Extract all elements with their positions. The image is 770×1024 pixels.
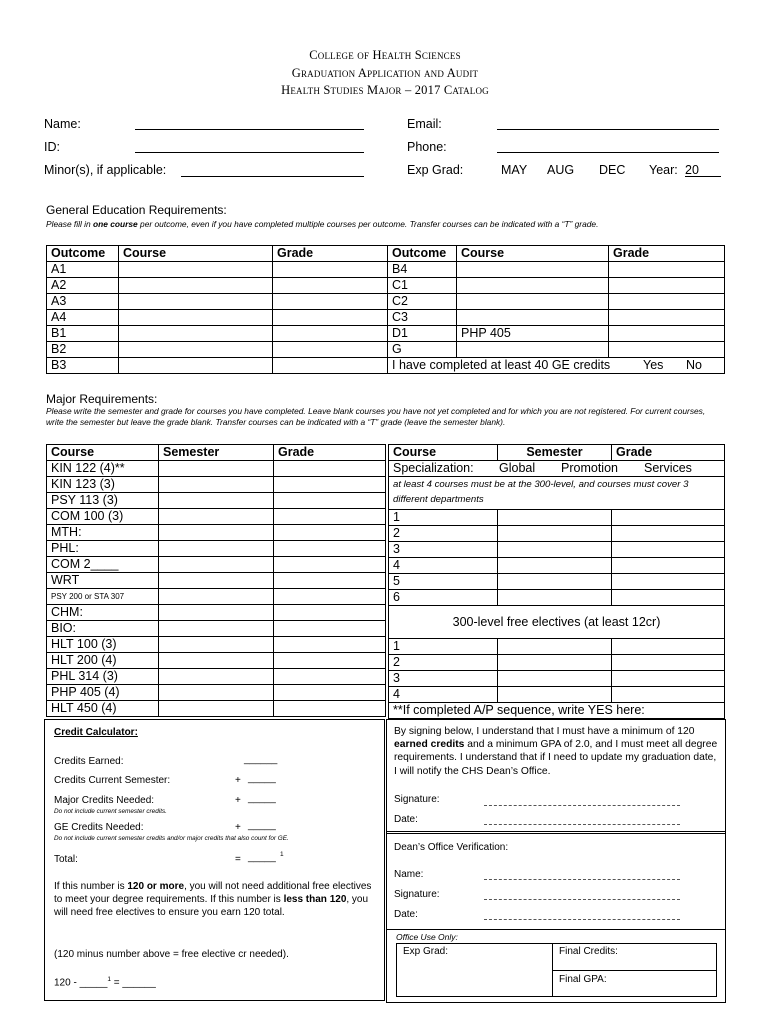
ge-outcome: A4: [47, 310, 119, 326]
semester-cell[interactable]: [159, 589, 274, 605]
semester-cell[interactable]: [159, 525, 274, 541]
spec-row-number: 6: [389, 590, 498, 606]
semester-cell[interactable]: [159, 509, 274, 525]
ge-course-cell[interactable]: [457, 310, 609, 326]
plus-sign: +: [235, 822, 241, 833]
electives-title: 300-level free electives (at least 12cr): [389, 606, 725, 639]
office-use-table: [396, 943, 717, 997]
grade-cell[interactable]: [274, 541, 386, 557]
deans-signature-label: Signature:: [394, 889, 440, 900]
header-line-1: College of Health Sciences: [309, 48, 461, 62]
id-label: ID:: [44, 140, 60, 154]
ge-needed-field[interactable]: _____: [248, 820, 276, 831]
semester-cell[interactable]: [159, 493, 274, 509]
year-value: 20: [685, 163, 699, 177]
grade-cell[interactable]: [274, 493, 386, 509]
ge-no-option[interactable]: No: [686, 358, 702, 372]
calc-title: Credit Calculator:: [54, 727, 138, 738]
phone-field[interactable]: [497, 152, 719, 153]
total-superscript: 1: [280, 851, 284, 858]
table-row: [47, 493, 386, 509]
table-row: [47, 358, 725, 374]
semester-cell[interactable]: [159, 605, 274, 621]
ge-grade-cell[interactable]: [273, 358, 388, 374]
spec-row-number: 1: [389, 510, 498, 526]
ge-header-outcome: Outcome: [47, 246, 119, 262]
major-course: MTH:: [47, 525, 159, 541]
ge-d1-course: PHP 405: [457, 326, 609, 342]
table-row: [47, 461, 386, 477]
spec-row-number: 2: [389, 526, 498, 542]
major-course: PHL:: [47, 541, 159, 557]
ge-outcome: C3: [388, 310, 457, 326]
ge-course-cell[interactable]: [119, 342, 273, 358]
deans-date-field[interactable]: [484, 919, 680, 920]
grade-cell[interactable]: [274, 477, 386, 493]
spec-row-number: 4: [389, 558, 498, 574]
formula-note: (120 minus number above = free elective cr needed).: [54, 949, 289, 960]
minor-label: Minor(s), if applicable:: [44, 163, 167, 177]
ge-note: Please fill in one course per outcome, even if you have completed multiple courses per outcome. Transfer courses can be indicated with a “T” grade.: [46, 219, 599, 229]
exp-grad-may[interactable]: MAY: [501, 163, 528, 177]
semester-cell[interactable]: [159, 557, 274, 573]
major-course: PSY 200 or STA 307: [47, 589, 159, 605]
table-row: [389, 639, 725, 655]
ge-outcome: B1: [47, 326, 119, 342]
semester-cell[interactable]: [498, 671, 612, 687]
elective-row-number: 1: [389, 639, 498, 655]
deans-signature-field[interactable]: [484, 899, 680, 900]
deans-office-box: [386, 831, 726, 1003]
major-left-table: [46, 444, 386, 717]
semester-cell[interactable]: [498, 526, 612, 542]
table-row: [47, 573, 386, 589]
ge-title: General Education Requirements:: [46, 203, 227, 217]
semester-cell[interactable]: [498, 542, 612, 558]
grade-cell[interactable]: [274, 589, 386, 605]
major-course: COM 2____: [47, 557, 159, 573]
semester-cell[interactable]: [498, 655, 612, 671]
grade-cell[interactable]: [612, 687, 725, 703]
office-use-label: Office Use Only:: [396, 932, 458, 942]
ge-header-outcome-2: Outcome: [388, 246, 457, 262]
ge-grade-cell[interactable]: [273, 262, 388, 278]
deans-name-field[interactable]: [484, 879, 680, 880]
grade-cell[interactable]: [612, 671, 725, 687]
semester-cell[interactable]: [159, 477, 274, 493]
grade-cell[interactable]: [274, 557, 386, 573]
ge-course-cell[interactable]: [119, 294, 273, 310]
student-date-field[interactable]: [484, 824, 680, 825]
table-row: [47, 653, 386, 669]
grade-cell[interactable]: [274, 573, 386, 589]
ge-grade-cell[interactable]: [609, 326, 725, 342]
table-row: [47, 294, 725, 310]
table-row: [47, 541, 386, 557]
total-label: Total:: [54, 854, 78, 865]
semester-cell[interactable]: [498, 639, 612, 655]
credit-calculator: [44, 719, 385, 1001]
calc-explanation: If this number is 120 or more, you will not need additional free electives to meet your degree requirements. If this number is less than 120, you will need free electives to ensure you earn 120 total.: [54, 881, 372, 919]
spec-note: at least 4 courses must be at the 300-level, and courses must cover 3 different departments: [389, 477, 725, 510]
email-field[interactable]: [497, 129, 719, 130]
major-course: BIO:: [47, 621, 159, 637]
major-header-course: Course: [47, 445, 159, 461]
major-course: CHM:: [47, 605, 159, 621]
table-row: [47, 621, 386, 637]
spec-row-number: 5: [389, 574, 498, 590]
grade-cell[interactable]: [274, 701, 386, 717]
name-field[interactable]: [135, 129, 364, 130]
table-row: [47, 685, 386, 701]
credits-current-field[interactable]: _____: [248, 773, 276, 784]
semester-cell[interactable]: [159, 621, 274, 637]
major-note: Please write the semester and grade for courses you have completed. Leave blank courses you have not yet completed and for which you are not registered. For current courses, write the semester but leave the grade blank. Transfer courses can be indicated with a “T” grade (leave the semester blank).: [46, 406, 706, 427]
major-course: KIN 123 (3): [47, 477, 159, 493]
office-exp-grad-label: Exp Grad:: [403, 946, 449, 957]
formula-sup: 1: [107, 976, 112, 983]
ge-course-cell[interactable]: [457, 294, 609, 310]
table-row: [47, 557, 386, 573]
semester-cell[interactable]: [498, 510, 612, 526]
final-gpa-label: Final GPA:: [559, 974, 607, 985]
specialization-label: Specialization:: [393, 461, 474, 475]
grade-cell[interactable]: [274, 669, 386, 685]
grade-cell[interactable]: [612, 558, 725, 574]
grade-cell[interactable]: [274, 509, 386, 525]
table-row: [389, 655, 725, 671]
semester-cell[interactable]: [159, 637, 274, 653]
major-needed-label: Major Credits Needed:: [54, 795, 155, 806]
ge-needed-note: Do not include current semester credits and/or major credits that also count for GE.: [54, 835, 289, 842]
ge-course-cell[interactable]: [457, 262, 609, 278]
ge-outcome: G: [388, 342, 457, 358]
table-row: [389, 558, 725, 574]
table-row: [47, 589, 386, 605]
table-row: [47, 262, 725, 278]
student-date-label: Date:: [394, 814, 418, 825]
table-row: [389, 542, 725, 558]
grade-cell[interactable]: [612, 655, 725, 671]
ge-grade-cell[interactable]: [273, 278, 388, 294]
grade-cell[interactable]: [612, 542, 725, 558]
major-course: HLT 200 (4): [47, 653, 159, 669]
table-row: [389, 526, 725, 542]
spec-option-promotion[interactable]: Promotion: [561, 461, 618, 475]
table-row: [47, 477, 386, 493]
specialization-row: [389, 461, 725, 477]
equals-sign: =: [235, 854, 241, 865]
major-right-table: [388, 444, 725, 719]
ge-grade-cell[interactable]: [273, 342, 388, 358]
plus-sign: +: [235, 775, 241, 786]
plus-sign: +: [235, 795, 241, 806]
table-row: [389, 687, 725, 703]
year-field[interactable]: [685, 176, 721, 177]
ge-yes-option[interactable]: Yes: [643, 358, 664, 372]
header-line-3: Health Studies Major – 2017 Catalog: [281, 83, 489, 97]
semester-cell[interactable]: [159, 685, 274, 701]
major-header-semester: Semester: [159, 445, 274, 461]
ge-credits-statement: I have completed at least 40 GE credits: [392, 358, 611, 372]
header-line-2: Graduation Application and Audit: [291, 66, 479, 80]
credits-earned-label: Credits Earned:: [54, 756, 124, 767]
formula-b[interactable]: = ______: [111, 977, 156, 989]
deans-title: Dean’s Office Verification:: [394, 842, 509, 853]
ge-needed-label: GE Credits Needed:: [54, 822, 144, 833]
table-row: [47, 669, 386, 685]
table-row: [47, 637, 386, 653]
ap-note: **If completed A/P sequence, write YES here:: [389, 703, 725, 719]
ge-grade-cell[interactable]: [273, 294, 388, 310]
ge-course-cell[interactable]: [119, 278, 273, 294]
grade-cell[interactable]: [274, 525, 386, 541]
ge-outcome: D1: [388, 326, 457, 342]
ge-header-course: Course: [119, 246, 273, 262]
ge-course-cell[interactable]: [119, 262, 273, 278]
ge-outcome: B4: [388, 262, 457, 278]
elective-row-number: 4: [389, 687, 498, 703]
major-title: Major Requirements:: [46, 392, 158, 406]
semester-cell[interactable]: [498, 590, 612, 606]
semester-cell[interactable]: [159, 541, 274, 557]
exp-grad-label: Exp Grad:: [407, 163, 464, 177]
ge-course-cell[interactable]: [119, 326, 273, 342]
major-header-grade: Grade: [274, 445, 386, 461]
exp-grad-aug[interactable]: AUG: [547, 163, 575, 177]
table-row: [47, 525, 386, 541]
ge-outcome: A3: [47, 294, 119, 310]
elective-row-number: 2: [389, 655, 498, 671]
ge-course-cell[interactable]: [119, 358, 273, 374]
ge-outcome: B2: [47, 342, 119, 358]
credits-current-label: Credits Current Semester:: [54, 775, 171, 786]
table-row: [389, 671, 725, 687]
formula: [54, 976, 156, 988]
spec-option-global[interactable]: Global: [499, 461, 536, 475]
major-course: PHP 405 (4): [47, 685, 159, 701]
ge-outcome: A2: [47, 278, 119, 294]
major-header-grade-2: Grade: [612, 445, 725, 461]
ge-grade-cell[interactable]: [609, 310, 725, 326]
major-course: PHL 314 (3): [47, 669, 159, 685]
formula-a[interactable]: 120 - _____: [54, 977, 108, 989]
semester-cell[interactable]: [159, 653, 274, 669]
ge-course-cell[interactable]: [119, 310, 273, 326]
divider: [387, 929, 725, 930]
grade-cell[interactable]: [274, 653, 386, 669]
grade-cell[interactable]: [274, 621, 386, 637]
ge-header-grade: Grade: [273, 246, 388, 262]
major-header-semester-2: Semester: [498, 445, 612, 461]
signature-box: [386, 719, 726, 834]
table-row: [389, 590, 725, 606]
grade-cell[interactable]: [612, 510, 725, 526]
table-row: [47, 701, 386, 717]
major-course: COM 100 (3): [47, 509, 159, 525]
semester-cell[interactable]: [159, 573, 274, 589]
ge-outcome: C1: [388, 278, 457, 294]
grade-cell[interactable]: [274, 685, 386, 701]
major-course: WRT: [47, 573, 159, 589]
grade-cell[interactable]: [612, 639, 725, 655]
table-row: [389, 574, 725, 590]
elective-row-number: 3: [389, 671, 498, 687]
semester-cell[interactable]: [159, 461, 274, 477]
major-needed-note: Do not include current semester credits.: [54, 808, 167, 815]
table-row: [47, 605, 386, 621]
divider: [552, 970, 716, 971]
deans-name-label: Name:: [394, 869, 424, 880]
student-signature-field[interactable]: [484, 805, 680, 806]
table-row: [47, 278, 725, 294]
major-needed-field[interactable]: _____: [248, 793, 276, 804]
signature-statement: By signing below, I understand that I must have a minimum of 120 earned credits and a minimum GPA of 2.0, and I must meet all degree requirements. I understand that if I need to update my graduation date, I will notify the CHS Dean’s Office.: [394, 726, 718, 777]
semester-cell[interactable]: [159, 701, 274, 717]
ge-course-cell[interactable]: [457, 342, 609, 358]
credits-earned-field[interactable]: ______: [244, 754, 278, 765]
semester-cell[interactable]: [498, 558, 612, 574]
grade-cell[interactable]: [274, 637, 386, 653]
grade-cell[interactable]: [612, 526, 725, 542]
grade-cell[interactable]: [612, 590, 725, 606]
ge-grade-cell[interactable]: [273, 310, 388, 326]
major-course: HLT 450 (4): [47, 701, 159, 717]
ge-grade-cell[interactable]: [609, 342, 725, 358]
id-field[interactable]: [135, 152, 364, 153]
ge-outcome: C2: [388, 294, 457, 310]
table-row: [47, 310, 725, 326]
table-row: [47, 509, 386, 525]
major-course: HLT 100 (3): [47, 637, 159, 653]
ge-header-grade-2: Grade: [609, 246, 725, 262]
major-header-course-2: Course: [389, 445, 498, 461]
grade-cell[interactable]: [274, 461, 386, 477]
table-row: [47, 342, 725, 358]
major-course: PSY 113 (3): [47, 493, 159, 509]
ge-grade-cell[interactable]: [609, 262, 725, 278]
semester-cell[interactable]: [159, 669, 274, 685]
ge-grade-cell[interactable]: [609, 294, 725, 310]
semester-cell[interactable]: [498, 687, 612, 703]
deans-date-label: Date:: [394, 909, 418, 920]
name-label: Name:: [44, 117, 81, 131]
ge-grade-cell[interactable]: [609, 278, 725, 294]
semester-cell[interactable]: [498, 574, 612, 590]
year-label: Year:: [649, 163, 678, 177]
major-course: KIN 122 (4)**: [47, 461, 159, 477]
ge-outcome: B3: [47, 358, 119, 374]
minor-field[interactable]: [181, 176, 364, 177]
ge-credits-statement-cell: [388, 358, 725, 374]
final-credits-label: Final Credits:: [559, 946, 618, 957]
spec-option-services[interactable]: Services: [644, 461, 692, 475]
grade-cell[interactable]: [274, 605, 386, 621]
ge-outcome: A1: [47, 262, 119, 278]
ge-course-cell[interactable]: [457, 278, 609, 294]
exp-grad-dec[interactable]: DEC: [599, 163, 626, 177]
table-row: [47, 326, 725, 342]
ge-header-course-2: Course: [457, 246, 609, 262]
ge-table: [46, 245, 725, 374]
spec-row-number: 3: [389, 542, 498, 558]
table-row: [389, 510, 725, 526]
total-field[interactable]: _____: [248, 852, 276, 863]
email-label: Email:: [407, 117, 442, 131]
student-signature-label: Signature:: [394, 794, 440, 805]
ge-grade-cell[interactable]: [273, 326, 388, 342]
grade-cell[interactable]: [612, 574, 725, 590]
phone-label: Phone:: [407, 140, 447, 154]
